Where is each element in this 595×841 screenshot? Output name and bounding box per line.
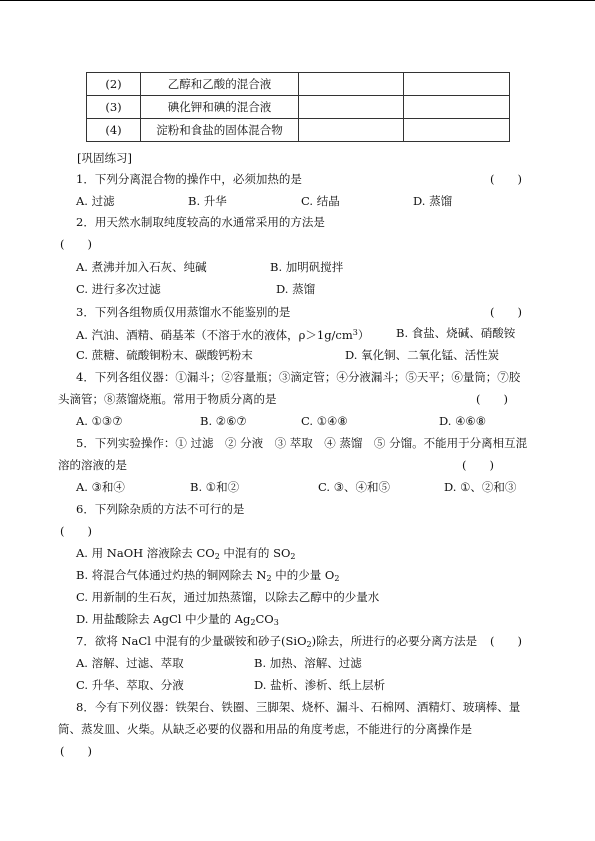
- superscript: 3: [352, 328, 358, 337]
- option-b-text: 中的少量 O: [271, 568, 335, 582]
- question-1-stem: 1．下列分离混合物的操作中，必须加热的是: [76, 172, 302, 186]
- question-3-stem: 3．下列各组物质仅用蒸馏水不能鉴别的是: [76, 305, 291, 319]
- option-b: B. ②⑥⑦: [200, 414, 247, 428]
- empty-cell: [299, 96, 404, 119]
- question-2-stem: 2．用天然水制取纯度较高的水通常采用的方法是: [76, 215, 325, 229]
- section-title: [巩固练习]: [77, 151, 132, 165]
- option-d: D. 蒸馏: [276, 282, 316, 296]
- question-6-stem: 6．下列除杂质的方法不可行的是: [76, 502, 245, 516]
- mixture-description: 乙醇和乙酸的混合液: [141, 73, 299, 96]
- option-b: B. 加明矾搅拌: [270, 260, 344, 274]
- mixture-description: 淀粉和食盐的固体混合物: [141, 119, 299, 142]
- option-c: C. 用新制的生石灰，通过加热蒸馏，以除去乙醇中的少量水: [76, 590, 380, 604]
- option-b: B. ①和②: [190, 480, 240, 494]
- subscript: 2: [306, 640, 312, 649]
- option-b: [76, 568, 339, 586]
- answer-paren: ( ): [60, 744, 92, 758]
- empty-cell: [404, 119, 510, 142]
- empty-cell: [299, 73, 404, 96]
- option-c: C. ①④⑧: [301, 414, 348, 428]
- option-d-text: D. 用盐酸除去 AgCl 中少量的 Ag: [76, 612, 251, 626]
- option-a: [76, 326, 369, 342]
- question-7-text: )除去，所进行的必要分离方法是: [311, 634, 478, 648]
- row-number: (2): [87, 73, 141, 96]
- question-8-stem-cont: 筒、蒸发皿、火柴。从缺乏必要的仪器和用品的角度考虑，不能进行的分离操作是: [58, 722, 472, 736]
- subscript: 2: [250, 618, 256, 627]
- empty-cell: [299, 119, 404, 142]
- option-a: A. ③和④: [76, 480, 125, 494]
- empty-cell: [404, 73, 510, 96]
- option-d: D. 盐析、渗析、纸上层析: [254, 678, 386, 692]
- subscript: 2: [290, 552, 296, 561]
- mixture-description: 碘化钾和碘的混合液: [141, 96, 299, 119]
- option-a-text: A. 汽油、酒精、硝基苯（不溶于水的液体，ρ＞1g/cm: [76, 328, 353, 342]
- option-d: D. 氧化铜、二氧化锰、活性炭: [345, 348, 500, 362]
- question-7-text: 7．欲将 NaCl 中混有的少量碳铵和砂子(SiO: [76, 634, 307, 648]
- option-a: [76, 546, 296, 564]
- option-b: B. 食盐、烧碱、硝酸铵: [396, 326, 516, 340]
- question-8-stem: 8．今有下列仪器：铁架台、铁圈、三脚架、烧杯、漏斗、石棉网、酒精灯、玻璃棒、量: [76, 700, 521, 714]
- option-d: D. ④⑥⑧: [439, 414, 487, 428]
- answer-paren: ( ): [490, 305, 522, 319]
- answer-paren: ( ): [60, 237, 92, 251]
- question-4-stem: 4．下列各组仪器：①漏斗；②容量瓶；③滴定管；④分液漏斗；⑤天平；⑥量筒；⑦胶: [76, 370, 521, 384]
- table-row: [87, 96, 510, 119]
- row-number: (3): [87, 96, 141, 119]
- table-row: [87, 119, 510, 142]
- row-number: (4): [87, 119, 141, 142]
- option-c: C. 蔗糖、硫酸铜粉末、碳酸钙粉末: [76, 348, 253, 362]
- question-7-stem: [76, 634, 477, 652]
- subscript: 2: [266, 574, 272, 583]
- answer-paren: ( ): [476, 392, 508, 406]
- answer-paren: ( ): [60, 524, 92, 538]
- answer-paren: ( ): [490, 172, 522, 186]
- table-row: [87, 73, 510, 96]
- subscript: 2: [214, 552, 220, 561]
- option-c: C. 结晶: [301, 194, 340, 208]
- option-d: D. ①、②和③: [444, 480, 517, 494]
- option-c: C. 进行多次过滤: [76, 282, 161, 296]
- mixture-table: [86, 72, 510, 142]
- option-a: A. 过滤: [76, 194, 115, 208]
- option-c: C. 升华、萃取、分液: [76, 678, 184, 692]
- option-d-text: CO: [255, 612, 274, 626]
- option-a: A. 溶解、过滤、萃取: [76, 656, 184, 670]
- subscript: 2: [334, 574, 340, 583]
- option-b: B. 加热、溶解、过滤: [254, 656, 362, 670]
- question-5-stem-cont: 溶的溶液的是: [58, 458, 127, 472]
- question-4-stem-cont: 头滴管；⑧蒸馏烧瓶。常用于物质分离的是: [58, 392, 277, 406]
- page-top-border: [0, 0, 595, 1]
- option-b: B. 升华: [188, 194, 227, 208]
- option-a-text: 中混有的 SO: [219, 546, 291, 560]
- option-b-text: B. 将混合气体通过灼热的铜网除去 N: [76, 568, 267, 582]
- option-d: [76, 612, 279, 630]
- subscript: 3: [273, 618, 279, 627]
- answer-paren: ( ): [462, 458, 494, 472]
- option-a: A. ①③⑦: [76, 414, 123, 428]
- option-a-close: ）: [357, 328, 370, 342]
- question-5-stem: 5．下列实验操作：① 过滤 ② 分液 ③ 萃取 ④ 蒸馏 ⑤ 分馏。不能用于分离相互混: [76, 436, 528, 450]
- option-a: A. 煮沸并加入石灰、纯碱: [76, 260, 207, 274]
- option-d: D. 蒸馏: [413, 194, 453, 208]
- empty-cell: [404, 96, 510, 119]
- answer-paren: ( ): [490, 634, 522, 648]
- option-c: C. ③、④和⑤: [318, 480, 391, 494]
- option-a-text: A. 用 NaOH 溶液除去 CO: [76, 546, 215, 560]
